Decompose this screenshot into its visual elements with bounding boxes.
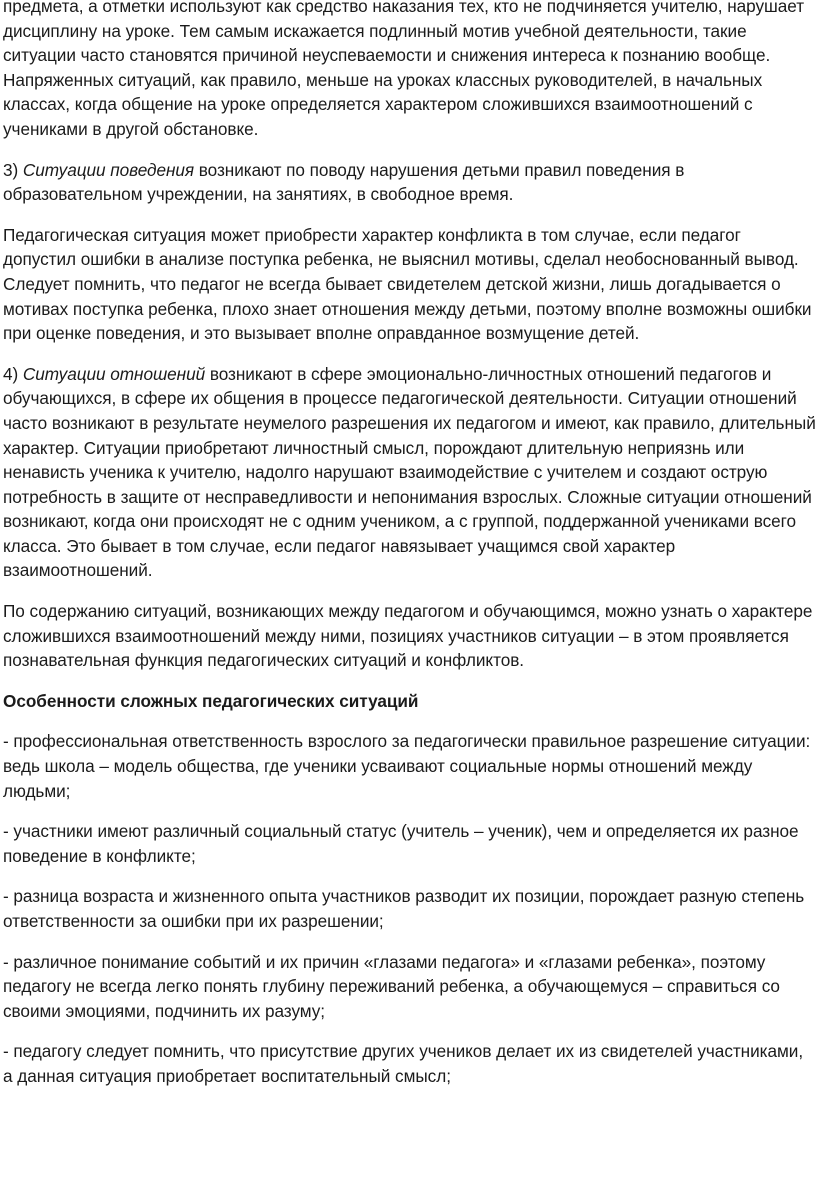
- term-behavior-situations: Ситуации поведения: [22, 159, 195, 180]
- paragraph-grades-as-punishment: предмета, а отметки используют как средство наказания тех, кто не подчиняется учителю, нарушает дисциплину на уроке. Тем самым искажается подлинный мотив учебной деятельности, такие ситуации часто становятся причиной неуспеваемости и снижения интереса к познанию вообще. Напряженных ситуаций, как правило, меньше на уроках классных руководителей, в начальных классах, когда общение на уроке определяется характером сложившихся взаимоотношений с учениками в другой обстановке.: [3, 0, 805, 139]
- document-page: [3, 0, 816, 1089]
- paragraph-text: возникают в сфере эмоционально-личностных отношений педагогов и обучающихся, в сфере их общения в процессе педагогической деятельности. Ситуации отношений часто возникают в результате неумелого разрешения их педагогом и имеют, как правило, длительный характер. Ситуации приобретают личностный смысл, порождают длительную неприязнь или ненависть ученика к учителю, надолго нарушают взаимодействие с учителем и создают острую потребность в защите от несправедливости и непонимания взрослых. Сложные ситуации отношений возникают, когда они происходят не с одним учеником, а с группой, поддержанной учениками всего класса. Это бывает в том случае, если педагог навязывает учащимся свой характер взаимоотношений.: [3, 363, 816, 581]
- list-item: - педагогу следует помнить, что присутствие других учеников делает их из свидетелей участниками, а данная ситуация приобретает воспитательный смысл;: [3, 1041, 804, 1086]
- paragraph-cognitive-function: По содержанию ситуаций, возникающих между педагогом и обучающимся, можно узнать о характере сложившихся взаимоотношений между ними, позициях участников ситуации – в этом проявляется познавательная функция педагогических ситуаций и конфликтов.: [3, 601, 813, 671]
- list-number: 3): [3, 159, 23, 180]
- paragraph-text: возникают по поводу нарушения детьми правил поведения в образовательном учреждении, на занятиях, в свободное время.: [3, 159, 685, 205]
- list-item: - участники имеют различный социальный статус (учитель – ученик), чем и определяется их разное поведение в конфликте;: [3, 821, 799, 866]
- section-heading: Особенности сложных педагогических ситуаций: [3, 690, 419, 711]
- list-item: - разница возраста и жизненного опыта участников разводит их позиции, порождает разную степень ответственности за ошибки при их разрешении;: [3, 886, 805, 931]
- list-item: - профессиональная ответственность взрослого за педагогически правильное разрешение ситуации: ведь школа – модель общества, где ученики усваивают социальные нормы отношений между людьми;: [3, 731, 811, 801]
- paragraph-conflict-conditions: Педагогическая ситуация может приобрести характер конфликта в том случае, если педагог допустил ошибки в анализе поступка ребенка, не выяснил мотивы, сделал необоснованный вывод. Следует помнить, что педагог не всегда бывает свидетелем детской жизни, лишь догадывается о мотивах поступка ребенка, плохо знает отношения между детьми, поэтому вполне возможны ошибки при оценке поведения, и это вызывает вполне оправданное возмущение детей.: [3, 224, 812, 344]
- paragraph-behavior-situations: [3, 158, 816, 207]
- paragraph-relationship-situations: [3, 362, 816, 583]
- list-item: - различное понимание событий и их причин «глазами педагога» и «глазами ребенка», поэтому педагогу не всегда легко понять глубину переживаний ребенка, а обучающемуся – справиться со своими эмоциями, подчинить их разуму;: [3, 951, 780, 1021]
- term-relationship-situations: Ситуации отношений: [22, 363, 206, 384]
- list-number: 4): [3, 363, 23, 384]
